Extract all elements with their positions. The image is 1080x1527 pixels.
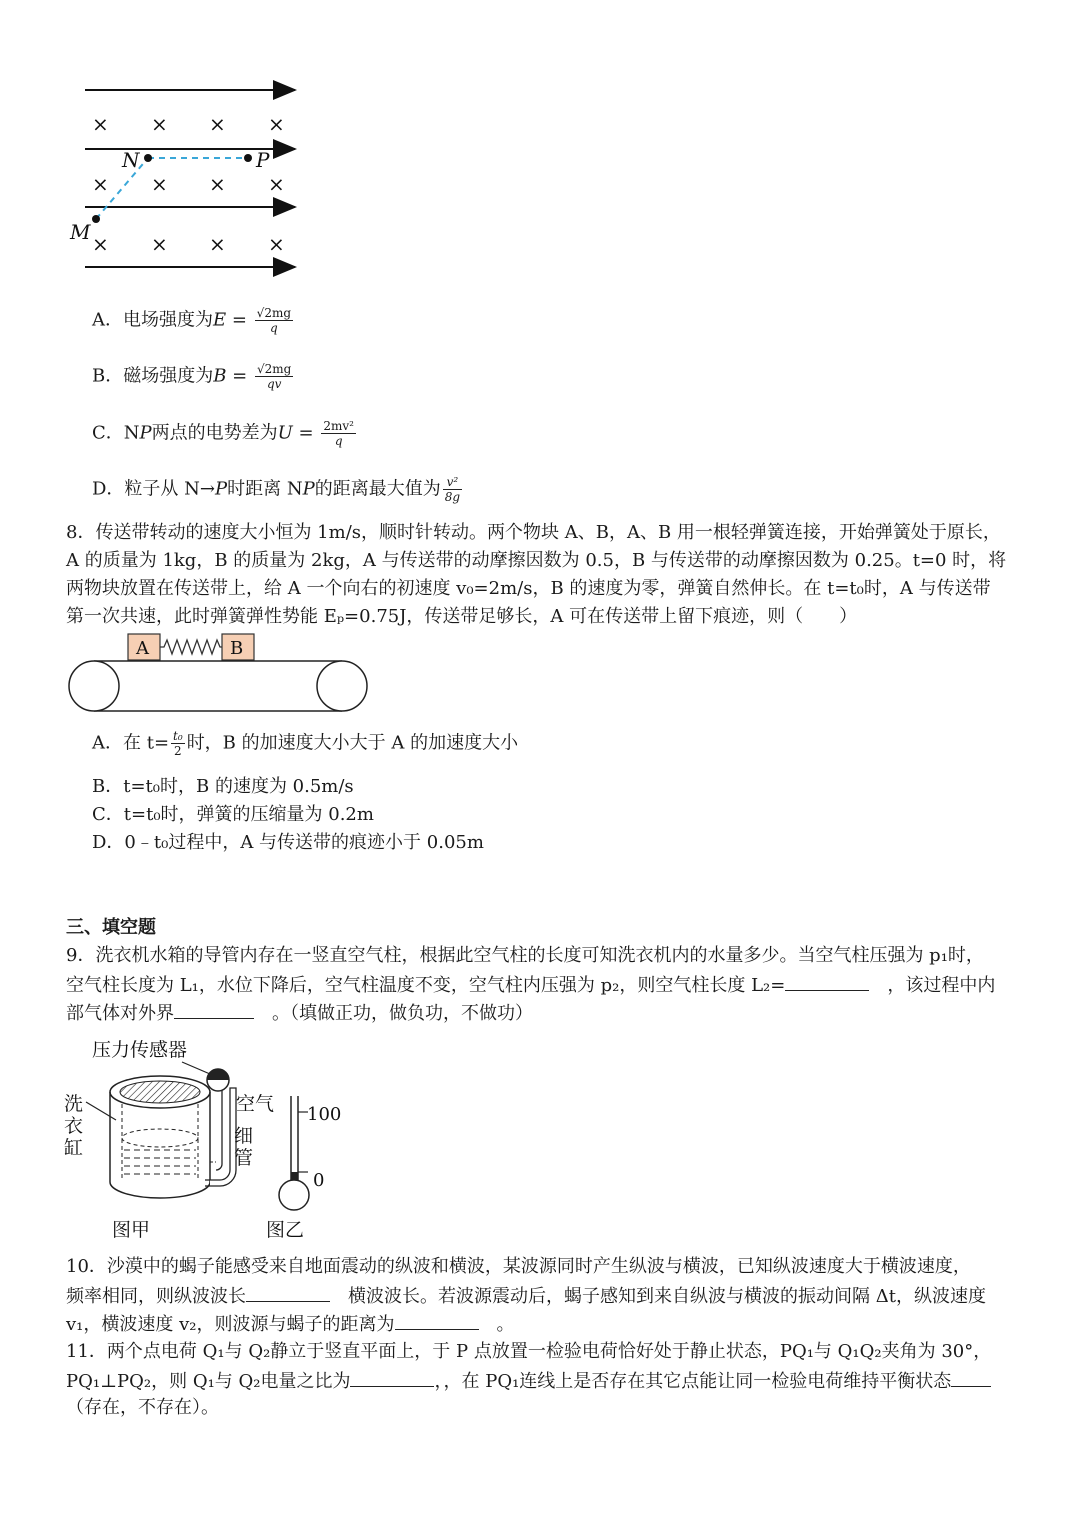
answer-blank-exists[interactable] (951, 1366, 991, 1387)
q10-line-3: v₁，横波速度 v₂，则波源与蝎子的距离为 。 (66, 1309, 515, 1339)
thin-tube (210, 1088, 236, 1186)
block-B-label: B (230, 638, 244, 659)
q7-option-B: B．磁场强度为B = $\frac{√2mg}{qv}$ (92, 362, 292, 391)
gauge-label-0: 0 (313, 1170, 325, 1191)
point-N (144, 154, 152, 162)
label-tub-1: 洗 (64, 1093, 84, 1115)
answer-blank-wavelength[interactable] (246, 1281, 330, 1302)
cross-mark: × (268, 112, 285, 136)
label-N: N (122, 148, 140, 172)
cross-mark: × (268, 172, 285, 196)
field-diagram (60, 75, 320, 285)
cross-mark: × (92, 172, 109, 196)
q7-option-C: C．NP两点的电势差为U = $\frac{\text{2mv²}}{q}$ (92, 419, 354, 448)
q9-line-2: 空气柱长度为 L₁，水位下降后，空气柱温度不变，空气柱内压强为 p₂，则空气柱长度 L₂= ，该过程中内 (66, 970, 995, 1000)
cross-mark: × (151, 172, 168, 196)
answer-blank-charge-ratio[interactable] (350, 1366, 434, 1387)
block-A-label: A (136, 638, 149, 659)
answer-blank-distance[interactable] (395, 1309, 479, 1330)
label-tube-1: 细 (234, 1125, 254, 1147)
caption-fig-yi: 图乙 (266, 1219, 305, 1241)
q11-line-2: PQ₁⊥PQ₂，则 Q₁与 Q₂电量之比为 ，，在 PQ₁连线上是否存在其它点能让同一检验电荷维持平衡状态 (66, 1366, 991, 1396)
cross-mark: × (209, 232, 226, 256)
cross-mark: × (151, 112, 168, 136)
label-P: P (256, 148, 270, 172)
label-tub-2: 衣 (64, 1115, 84, 1137)
q10-line-1: 10．沙漠中的蝎子能感受来自地面震动的纵波和横波，某波源同时产生纵波与横波，已知纵波速度大于横波速度， (66, 1256, 971, 1277)
label-tube-2: 管 (234, 1147, 254, 1169)
washing-machine-diagram (60, 1032, 360, 1247)
label-air: 空气 (236, 1093, 275, 1115)
left-roller (69, 661, 119, 711)
gauge-bulb (279, 1180, 309, 1210)
q7-option-A: A．电场强度为E = $\frac{√2mg}{q}$ (92, 306, 292, 335)
point-P (244, 154, 252, 162)
point-M (92, 215, 100, 223)
gauge-label-100: 100 (307, 1104, 342, 1125)
cross-mark: × (151, 232, 168, 256)
cross-mark: × (209, 172, 226, 196)
label-M: M (70, 220, 91, 244)
label-tub-3: 缸 (64, 1137, 84, 1159)
cross-mark: × (92, 112, 109, 136)
section-heading: 三、填空题 (66, 917, 156, 938)
q8-line-1: 8．传送带转动的速度大小恒为 1m/s，顺时针转动。两个物块 A、B，A、B 用一根轻弹簧连接，开始弹簧处于原长， (66, 522, 1001, 543)
label-pressure-sensor: 压力传感器 (92, 1039, 188, 1061)
q9-line-1: 9．洗衣机水箱的导管内存在一竖直空气柱，根据此空气柱的长度可知洗衣机内的水量多少。当空气柱压强为 p₁时， (66, 945, 984, 966)
q8-line-4: 第一次共速，此时弹簧弹性势能 Eₚ=0.75J，传送带足够长，A 可在传送带上留下痕迹，则（ ） (66, 606, 858, 627)
spring (160, 640, 222, 654)
q8-option-D: D．0﹣t₀过程中，A 与传送带的痕迹小于 0.05m (92, 832, 484, 853)
answer-blank-L2[interactable] (785, 970, 869, 991)
q8-option-A: A．在 t= $\frac{\text{t₀}}{2}$ 时，B 的加速度大小大于 A 的加速度大小 (92, 729, 519, 758)
tub-pointer (86, 1102, 116, 1120)
q10-line-2: 频率相同，则纵波波长 横波波长。若波源震动后，蝎子感知到来自纵波与横波的振动间隔 Δt，纵波速度 (66, 1281, 986, 1311)
answer-blank-work[interactable] (174, 998, 254, 1019)
q8-option-B: B．t=t₀时，B 的速度为 0.5m/s (92, 776, 354, 797)
q8-option-C: C．t=t₀时，弹簧的压缩量为 0.2m (92, 804, 374, 825)
q8-line-2: A 的质量为 1kg，B 的质量为 2kg，A 与传送带的动摩擦因数为 0.5，B 与传送带的动摩擦因数为 0.25。t=0 时，将 (66, 550, 1007, 571)
cross-mark: × (268, 232, 285, 256)
conveyor-diagram (64, 632, 374, 716)
q7-option-D: D．粒子从 N→P时距离 NP的距离最大值为 $\frac{\text{v²}}{8g}$ (92, 475, 461, 504)
caption-fig-jia: 图甲 (112, 1219, 151, 1241)
cross-mark: × (92, 232, 109, 256)
cross-mark: × (209, 112, 226, 136)
q9-line-3: 部气体对外界 。（填做正功，做负功，不做功） (66, 998, 533, 1028)
q8-line-3: 两物块放置在传送带上，给 A 一个向右的初速度 v₀=2m/s，B 的速度为零，弹簧自然伸长。在 t=t₀时，A 与传送带 (66, 578, 991, 599)
sensor-pointer (182, 1062, 210, 1074)
q11-line-3: （存在，不存在）。 (66, 1397, 219, 1418)
right-roller (317, 661, 367, 711)
q11-line-1: 11．两个点电荷 Q₁与 Q₂静立于竖直平面上，于 P 点放置一检验电荷恰好处于静止状态，PQ₁与 Q₁Q₂夹角为 30°， (66, 1341, 992, 1362)
